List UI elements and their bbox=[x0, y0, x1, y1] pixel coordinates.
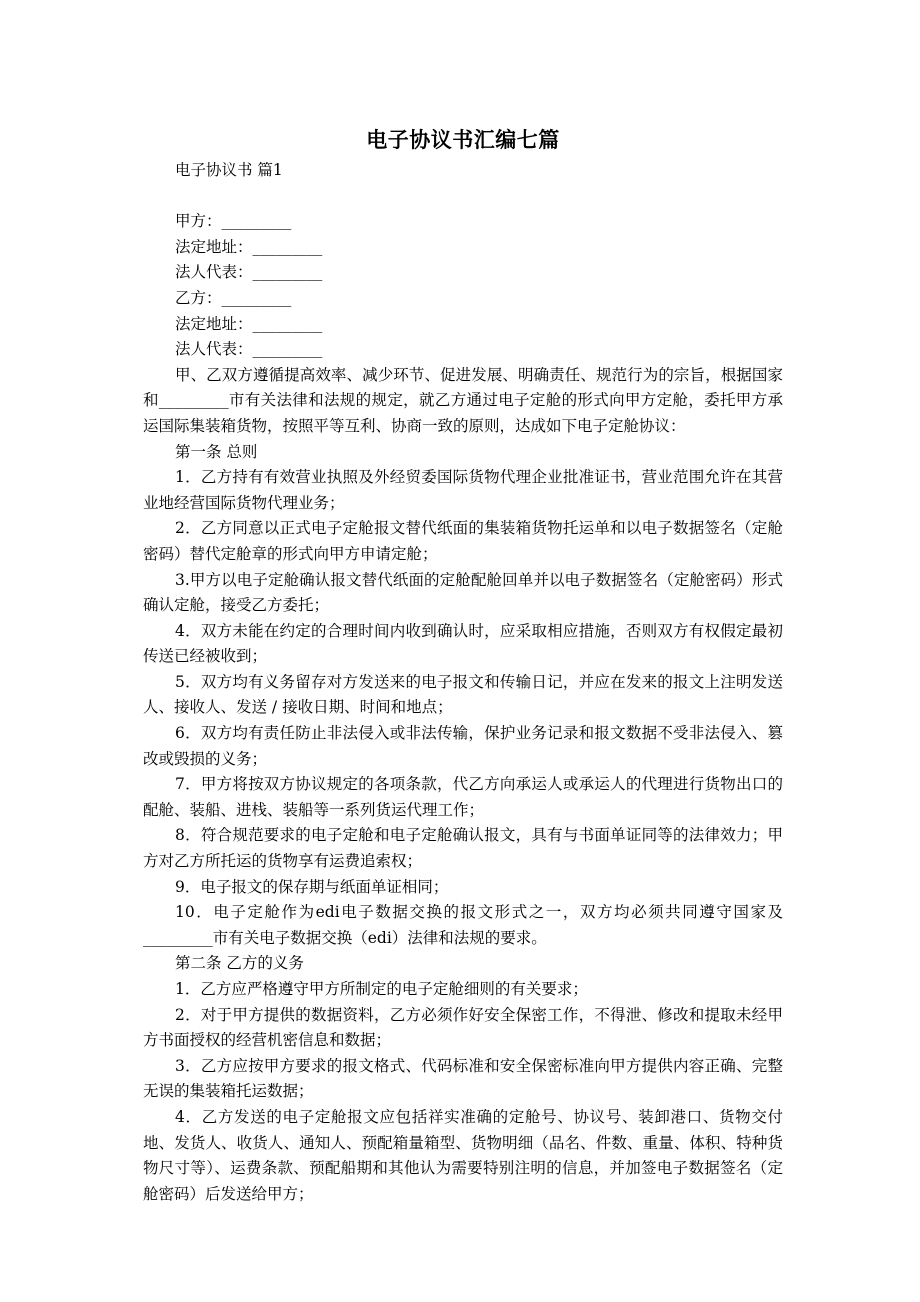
document-subtitle: 电子协议书 篇1 bbox=[175, 161, 283, 179]
article-1-heading: 第一条 总则 bbox=[175, 442, 258, 461]
article-1-item: 7．甲方将按双方协议规定的各项条款，代乙方向承运人或承运人的代理进行货物出口的配舱、装船、进栈、装船等一系列货运代理工作； bbox=[143, 775, 783, 819]
article-1-item: 10．电子定舱作为edi电子数据交换的报文形式之一，双方均必须共同遵守国家及_________市有关电子数据交换（edi）法律和法规的要求。 bbox=[143, 903, 783, 947]
party-b-field: 乙方：_________ bbox=[175, 288, 292, 307]
article-2-item: 2．对于甲方提供的数据资料，乙方必须作好安全保密工作，不得泄、修改和提取未经甲方书面授权的经营机密信息和数据； bbox=[143, 1005, 783, 1050]
article-1-item: 1．乙方持有有效营业执照及外经贸委国际货物代理企业批准证书，营业范围允许在其营业地经营国际货物代理业务； bbox=[143, 468, 783, 512]
article-1-item: 5．双方均有义务留存对方发送来的电子报文和传输日记，并应在发来的报文上注明发送人、接收人、发送 / 接收日期、时间和地点； bbox=[143, 672, 783, 717]
party-a-field: 甲方：_________ bbox=[175, 212, 292, 231]
article-2-item: 1．乙方应严格遵守甲方所制定的电子定舱细则的有关要求； bbox=[175, 980, 588, 998]
article-2-item: 4．乙方发送的电子定舱报文应包括祥实准确的定舱号、协议号、装卸港口、货物交付地、发货人、收货人、通知人、预配箱量箱型、货物明细（品名、件数、重量、体积、特种货物尺寸等）、运费条款、预配船期和其他认为需要特别注明的信息，并加签电子数据签名（定舱密码）后发送给甲方； bbox=[143, 1107, 783, 1203]
article-1-item: 3.甲方以电子定舱确认报文替代纸面的定舱配舱回单并以电子数据签名（定舱密码）形式确认定舱，接受乙方委托； bbox=[143, 570, 783, 615]
party-a-address-field: 法定地址：_________ bbox=[175, 237, 323, 256]
party-b-address-field: 法定地址：_________ bbox=[175, 314, 323, 333]
intro-paragraph: 甲、乙双方遵循提高效率、减少环节、促进发展、明确责任、规范行为的宗旨，根据国家和_________市有关法律和法规的规定，就乙方通过电子定舱的形式向甲方定舱，委托甲方承运国际集装箱货物，按照平等互利、协商一致的原则，达成如下电子定舱协议： bbox=[143, 365, 783, 435]
party-b-representative-field: 法人代表：_________ bbox=[175, 340, 323, 359]
article-1-item: 9．电子报文的保存期与纸面单证相同； bbox=[175, 877, 449, 896]
document-title: 电子协议书汇编七篇 bbox=[366, 128, 560, 152]
party-fields bbox=[143, 209, 783, 363]
article-2-heading: 第二条 乙方的义务 bbox=[175, 954, 304, 973]
article-1-item: 2．乙方同意以正式电子定舱报文替代纸面的集装箱货物托运单和以电子数据签名（定舱密码）替代定舱章的形式向甲方申请定舱； bbox=[143, 519, 783, 563]
spacer bbox=[143, 184, 783, 210]
document-page bbox=[143, 0, 783, 1207]
article-2-item: 3．乙方应按甲方要求的报文格式、代码标准和安全保密标准向甲方提供内容正确、完整无误的集装箱托运数据； bbox=[143, 1056, 783, 1101]
article-1-item: 8．符合规范要求的电子定舱和电子定舱确认报文，具有与书面单证同等的法律效力；甲方对乙方所托运的货物享有运费追索权； bbox=[143, 826, 783, 871]
party-a-representative-field: 法人代表：_________ bbox=[175, 263, 323, 282]
article-1-item: 4．双方未能在约定的合理时间内收到确认时，应采取相应措施，否则双方有权假定最初传送已经被收到； bbox=[143, 621, 783, 666]
article-1-item: 6．双方均有责任防止非法侵入或非法传输，保护业务记录和报文数据不受非法侵入、篡改或毁损的义务； bbox=[143, 724, 783, 768]
